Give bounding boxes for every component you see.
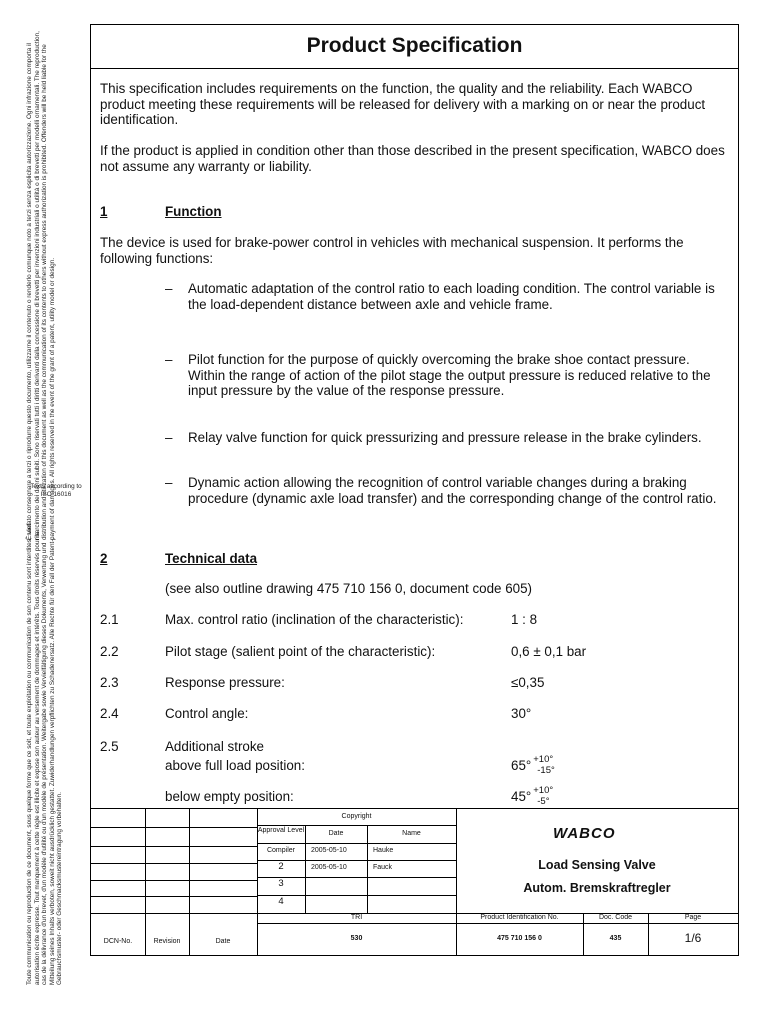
tolerance xyxy=(533,785,563,807)
row-number: 2.4 xyxy=(100,706,119,721)
tech-data-row xyxy=(100,739,730,757)
legal-notice-lower: Toute communication ou reproduction de ce document, sous quelque forme que ce soit, et toute exploitation ou communication de son contenu sont interdites, sauf autorisation écrite expresse. Tout manquement à cette règle est illicite et expose son auteur au versement de dommages et intérêts. Tous droits réservés pour le cas de la délivrance d'un brevet, d'un modèle d'utilité ou d'un modèle de présentation. Weitergabe sowie Vervielfältigung dieses Dokuments, Verwertung und Mitteilung seines Inhalts verboten, soweit nicht ausdrücklich gestattet. Zuwiderhandlungen verpflichten zu Schadenersatz. Alle Rechte für den Fall der Patent-, Gebrauchsmuster- oder Geschmacksmustereintragung vorbehalten. xyxy=(26,523,64,985)
approval-level: 4 xyxy=(278,896,284,907)
tolerance-upper: +10° xyxy=(533,754,554,765)
row-number: 2.5 xyxy=(100,739,119,754)
value-main: 65° xyxy=(511,758,532,773)
dash-marker: – xyxy=(165,475,173,490)
section-number: 2 xyxy=(100,551,108,566)
list-item-text: Automatic adaptation of the control ratio to each loading condition. The control variable is the load-dependent distance between axle and vehicle frame. xyxy=(188,281,715,312)
iso-note: Texts according to ISO 16016 xyxy=(30,483,82,498)
row-value: 0,6 ± 0,1 bar xyxy=(511,644,587,659)
tech-data-subrow xyxy=(100,785,730,807)
page-label: Page xyxy=(684,914,702,921)
product-name-de: Autom. Bremskraftregler xyxy=(523,881,671,895)
tolerance-upper: +10° xyxy=(533,785,554,796)
date-header: Date xyxy=(328,830,344,837)
tolerance-lower: -5° xyxy=(537,796,550,807)
tri-number: 530 xyxy=(350,935,363,942)
row-description: below empty position: xyxy=(165,789,294,804)
approval-name: Hauke xyxy=(373,847,394,854)
row-value: 1 : 8 xyxy=(511,612,538,627)
value-main: 45° xyxy=(511,789,532,804)
list-item-text: Relay valve function for quick pressurizing and pressure release in the brake cylinders. xyxy=(188,430,702,445)
row-number: 2.2 xyxy=(100,644,119,659)
tech-data-row xyxy=(100,706,730,724)
row-value: ≤0,35 xyxy=(511,675,545,690)
product-id-number: 475 710 156 0 xyxy=(497,935,542,942)
document-frame xyxy=(90,24,739,956)
legal-notice-upper: È vietato consegnare a terzi o riprodurre questo documento, utilizzarne il contenuto o renderlo comunque noto a terzi senza esplicita autorizzazione. Ogni infrazione comporta il risarcimento dei danni subiti. Sono riservati tutti i diritti derivanti dalla concessione di brevetti per invenzioni industriali o utilità o di brevetti per modelli ornamentali. The reproduction, distribution and utilization of this document as well as the communication of its contents to others without express authorization is prohibited. Offenders will be held liable for the payment of damages. All rights reserved in the event of the grant of a patent, utility model or design. xyxy=(26,31,56,540)
approval-level: 2 xyxy=(278,861,284,872)
approval-date: 2005-05-10 xyxy=(311,847,347,854)
page-title: Product Specification xyxy=(306,34,523,57)
doc-code-label: Doc. Code xyxy=(598,914,633,921)
function-intro: The device is used for brake-power control in vehicles with mechanical suspension. It performs the following functions: xyxy=(100,235,684,266)
tolerance-lower: -15° xyxy=(537,765,555,776)
row-value xyxy=(511,785,563,807)
row-description: Additional stroke xyxy=(165,739,264,754)
dash-marker: – xyxy=(165,430,173,445)
tech-data-row xyxy=(100,612,730,630)
approval-date: 2005-05-10 xyxy=(311,864,347,871)
intro-paragraph-1: This specification includes requirements on the function, the quality and the reliability. Each WABCO product meeting these requirements will be released for delivery with a marking on or near the product identification. xyxy=(100,81,706,128)
tri-label: TRI xyxy=(350,914,363,921)
see-also-note: (see also outline drawing 475 710 156 0, document code 605) xyxy=(165,581,533,596)
product-name-en: Load Sensing Valve xyxy=(538,858,656,872)
intro-paragraph-2: If the product is applied in condition other than those described in the present specification, WABCO does not assume any warranty or liability. xyxy=(100,143,725,174)
tech-data-row xyxy=(100,675,730,693)
title-block xyxy=(91,808,738,955)
copyright-label: Copyright xyxy=(341,813,372,820)
date-label: Date xyxy=(215,938,231,945)
approval-level: Compiler xyxy=(266,847,295,854)
dash-marker: – xyxy=(165,281,173,296)
approval-level: 3 xyxy=(278,878,284,889)
pid-label: Product Identification No. xyxy=(480,914,559,921)
row-description: above full load position: xyxy=(165,758,305,773)
page-number: 1/6 xyxy=(684,931,702,945)
row-number: 2.3 xyxy=(100,675,119,690)
row-description: Max. control ratio (inclination of the characteristic): xyxy=(165,612,464,627)
doc-code: 435 xyxy=(609,935,622,942)
section-1-heading xyxy=(100,204,300,220)
dash-marker: – xyxy=(165,352,173,367)
approval-level-header: Approval Level xyxy=(257,827,305,834)
list-item-text: Pilot function for the purpose of quickly overcoming the brake shoe contact pressure. Within the range of action of the pilot stage the output pressure is reduced relative to the input pressure by the value of the response pressure. xyxy=(188,352,711,399)
row-description: Pilot stage (salient point of the characteristic): xyxy=(165,644,436,659)
name-header: Name xyxy=(402,830,421,837)
row-description: Response pressure: xyxy=(165,675,285,690)
tech-data-row xyxy=(100,644,730,662)
tech-data-subrow xyxy=(100,754,730,776)
title-row xyxy=(91,25,738,69)
wabco-logo: WABCO xyxy=(553,825,616,842)
section-title: Technical data xyxy=(165,551,258,566)
row-value: 30° xyxy=(511,706,532,721)
row-description: Control angle: xyxy=(165,706,249,721)
row-value xyxy=(511,754,563,776)
dcn-label: DCN-No. xyxy=(103,938,133,945)
section-2-heading xyxy=(100,551,300,567)
list-item-text: Dynamic action allowing the recognition of control variable changes during a braking procedure (dynamic axle load transfer) and the corresponding change of the control ratio. xyxy=(188,475,717,506)
section-number: 1 xyxy=(100,204,108,219)
section-title: Function xyxy=(165,204,222,219)
tolerance xyxy=(533,754,563,776)
approval-name: Fauck xyxy=(373,864,393,871)
revision-label: Revision xyxy=(153,938,181,945)
row-number: 2.1 xyxy=(100,612,119,627)
